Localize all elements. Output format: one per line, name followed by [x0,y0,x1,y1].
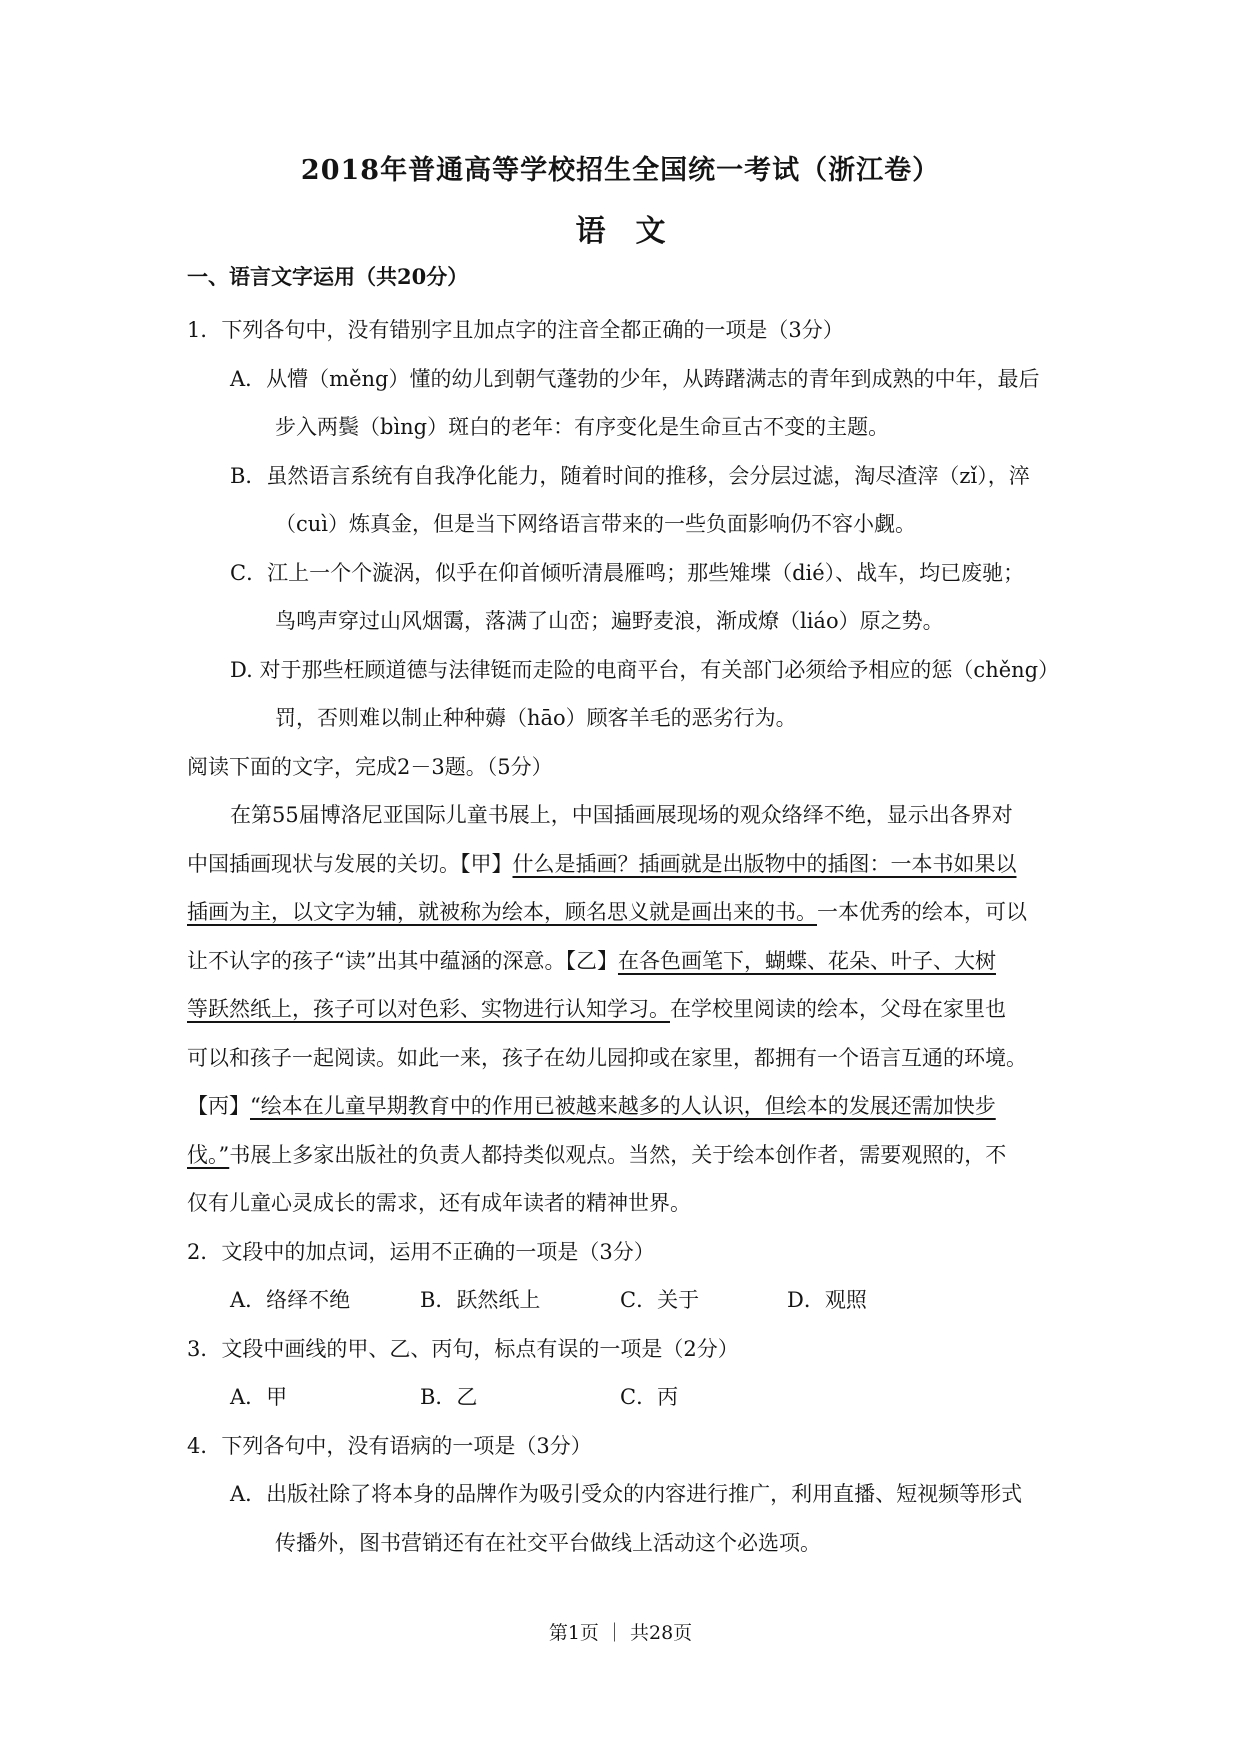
passage-line-9: 仅有儿童心灵成长的需求，还有成年读者的精神世界。 [187,1191,691,1215]
reading-intro: 阅读下面的文字，完成2－3题。（5分） [187,755,553,779]
underlined-sentence-yi-cont: 等跃然纸上，孩子可以对色彩、实物进行认知学习。 [187,997,670,1021]
q4-option-a-line2: 传播外，图书营销还有在社交平台做线上活动这个必选项。 [275,1531,821,1555]
passage-line-5 [187,994,1006,1024]
passage-text: 一本优秀的绘本，可以 [817,900,1027,924]
underlined-sentence-bing: “绘本在儿童早期教育中的作用已被越来越多的人认识，但绘本的发展还需加快步 [250,1094,996,1118]
subject-title: 语 文 [575,214,666,249]
passage-line-3 [187,897,1027,927]
underlined-sentence-jia-cont: 插画为主，以文字为辅，就被称为绘本，顾名思义就是画出来的书。 [187,900,817,924]
exam-title: 2018年普通高等学校招生全国统一考试（浙江卷） [300,155,941,186]
question-4-stem: 4．下列各句中，没有语病的一项是（3分） [187,1434,592,1458]
passage-line-4 [187,946,996,976]
underlined-sentence-jia: 什么是插画？插画就是出版物中的插图：一本书如果以 [512,852,1017,876]
section-heading: 一、语言文字运用（共20分） [187,264,469,289]
passage-text: 中国插画现状与发展的关切。【甲】 [187,852,513,876]
q4-option-a-line1: A．出版社除了将本身的品牌作为吸引受众的内容进行推广，利用直播、短视频等形式 [230,1482,1023,1506]
q1-option-a-line2: 步入两鬓（bìng）斑白的老年：有序变化是生命亘古不变的主题。 [275,415,890,439]
q2-option-a: A．络绎不绝 [230,1288,351,1312]
q3-option-a: A．甲 [230,1385,288,1409]
passage-text: 让不认字的孩子“读”出其中蕴涵的深意。【乙】 [187,949,618,973]
q1-option-d-line2: 罚，否则难以制止种种薅（hāo）顾客羊毛的恶劣行为。 [275,706,797,730]
q1-option-c-line2: 鸟鸣声穿过山风烟霭，落满了山峦；遍野麦浪，渐成燎（liáo）原之势。 [275,609,944,633]
q2-option-d: D．观照 [787,1288,867,1312]
q3-option-b: B．乙 [420,1385,478,1409]
q1-option-b-line2: （cuì）炼真金，但是当下网络语言带来的一些负面影响仍不容小觑。 [275,512,916,536]
passage-text: 书展上多家出版社的负责人都持类似观点。当然，关于绘本创作者，需要观照的，不 [229,1143,1007,1167]
q1-option-b-line1: B．虽然语言系统有自我净化能力，随着时间的推移，会分层过滤，淘尽渣滓（zǐ），淬 [230,464,1030,488]
passage-line-2 [187,849,1017,879]
passage-text: 在学校里阅读的绘本，父母在家里也 [670,997,1006,1021]
passage-line-1: 在第55届博洛尼亚国际儿童书展上，中国插画展现场的观众络绎不绝，显示出各界对 [230,803,1013,827]
q1-option-a-line1: A．从懵（měng）懂的幼儿到朝气蓬勃的少年，从踌躇满志的青年到成熟的中年，最后 [230,367,1040,391]
passage-line-8 [187,1140,1006,1170]
question-3-stem: 3．文段中画线的甲、乙、丙句，标点有误的一项是（2分） [187,1337,739,1361]
page-number: 第1页 ｜ 共28页 [548,1622,693,1644]
question-2-stem: 2．文段中的加点词，运用不正确的一项是（3分） [187,1240,655,1264]
q1-option-d-line1: D. 对于那些枉顾道德与法律铤而走险的电商平台，有关部门必须给予相应的惩（chěng） [230,658,1060,682]
passage-line-7 [187,1091,996,1121]
underlined-sentence-yi: 在各色画笔下，蝴蝶、花朵、叶子、大树 [617,949,996,973]
q1-option-c-line1: C．江上一个个漩涡，似乎在仰首倾听清晨雁鸣；那些雉堞（dié）、战车，均已废驰； [230,561,1025,585]
q2-option-c: C．关于 [620,1288,700,1312]
q3-option-c: C．丙 [620,1385,679,1409]
passage-text: 【丙】 [187,1094,250,1118]
underlined-sentence-bing-cont: 伐。” [187,1143,230,1167]
passage-line-6: 可以和孩子一起阅读。如此一来，孩子在幼儿园抑或在家里，都拥有一个语言互通的环境。 [187,1046,1027,1070]
question-1-stem: 1．下列各句中，没有错别字且加点字的注音全都正确的一项是（3分） [187,318,844,342]
q2-option-b: B．跃然纸上 [420,1288,541,1312]
